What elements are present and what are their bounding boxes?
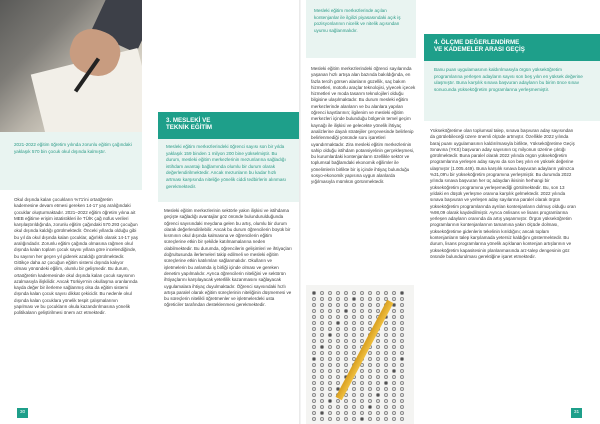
answer-bubble [384,369,388,373]
answer-bubble [400,417,404,421]
answer-bubble [336,291,340,295]
answer-bubble [344,327,348,331]
answer-bubble [368,405,372,409]
answer-bubble [400,369,404,373]
answer-bubble [392,381,396,385]
answer-bubble [344,417,348,421]
left-section-title: TEKNİK EĞİTİM [166,124,213,132]
answer-bubble [352,351,356,355]
answer-bubble [376,339,380,343]
answer-bubble [328,357,332,361]
answer-bubble [336,351,340,355]
answer-bubble [392,357,396,361]
left-callout [0,132,142,190]
answer-bubble [312,393,316,397]
answer-bubble [328,417,332,421]
answer-bubble [384,417,388,421]
answer-bubble [344,321,348,325]
answer-bubble [336,297,340,301]
answer-bubble [392,327,396,331]
answer-bubble [360,297,364,301]
answer-bubble [384,351,388,355]
answer-bubble [384,339,388,343]
answer-bubble [368,315,372,319]
answer-bubble [312,417,316,421]
answer-bubble [368,321,372,325]
answer-bubble [320,399,324,403]
answer-bubble [352,333,356,337]
answer-bubble [352,291,356,295]
answer-bubble [376,375,380,379]
answer-bubble [400,345,404,349]
answer-bubble [328,381,332,385]
answer-bubble [360,399,364,403]
answer-bubble [352,303,356,307]
answer-bubble [352,405,356,409]
left-callout-text: 2021-2022 eğitim öğretim yılında zorunlu eğitim çağındaki yaklaşık 570 bin çocuk okul dışında kalmıştır. [14,142,132,154]
answer-bubble [320,345,324,349]
answer-bubble [384,291,388,295]
answer-bubble [376,297,380,301]
answer-bubble [360,393,364,397]
answer-bubble [368,291,372,295]
answer-bubble [336,321,340,325]
answer-bubble [344,291,348,295]
answer-bubble [376,363,380,367]
answer-bubble [320,327,324,331]
answer-bubble [344,345,348,349]
answer-bubble [392,351,396,355]
answer-bubble [368,363,372,367]
answer-bubble [328,363,332,367]
answer-bubble [400,291,404,295]
answer-bubble [400,375,404,379]
answer-bubble [352,399,356,403]
answer-bubble [336,333,340,337]
answer-bubble [344,405,348,409]
answer-bubble [320,351,324,355]
answer-bubble [352,411,356,415]
answer-bubble [336,375,340,379]
answer-bubble [368,393,372,397]
answer-bubble [360,291,364,295]
answer-bubble [336,405,340,409]
answer-bubble [400,351,404,355]
right-callout-2 [424,61,600,121]
answer-bubble [320,315,324,319]
answer-bubble [328,399,332,403]
answer-bubble [328,351,332,355]
answer-bubble [368,351,372,355]
left-callout-2-text: Mesleki eğitim merkezlerindeki öğrenci sayısı son bir yılda yaklaşık 159 binden 1 milyon 200 bine yükselmiştir. Bu durum, mesleki eğitim merkezlerinin mezunlarına sağladığı istihdam avantajı bağlamında olumlu bir durum olarak değerlendirilmektedir. Ancak mezunların bu kadar hızlı artması karşısında niteliğe yönelik ciddi tedbirlerin alınması gerekmektedir. [166,144,287,189]
answer-bubble [368,303,372,307]
answer-bubble [336,411,340,415]
answer-bubble [352,345,356,349]
answer-bubble [328,375,332,379]
answer-bubble [360,303,364,307]
answer-bubble [360,369,364,373]
answer-bubble [392,315,396,319]
answer-bubble [352,321,356,325]
answer-bubble [320,321,324,325]
answer-bubble [360,309,364,313]
answer-bubble [344,411,348,415]
answer-bubble [352,417,356,421]
answer-bubble [400,339,404,343]
answer-bubble [312,387,316,391]
answer-bubble [312,321,316,325]
answer-bubble [400,405,404,409]
answer-bubble [344,297,348,301]
answer-bubble [392,411,396,415]
answer-bubble [312,399,316,403]
right-section-heading [424,34,600,61]
answer-bubble [312,369,316,373]
answer-bubble [336,315,340,319]
answer-bubble [360,321,364,325]
answer-bubble [336,369,340,373]
answer-bubble [344,339,348,343]
answer-bubble [320,303,324,307]
right-section-title: VE KADEMELER ARASI GEÇİŞ [434,46,525,54]
answer-bubble [392,339,396,343]
answer-bubble [328,291,332,295]
answer-bubble [368,411,372,415]
answer-bubble [352,327,356,331]
answer-bubble [336,339,340,343]
answer-bubble [384,393,388,397]
answer-bubble [384,363,388,367]
answer-bubble [328,327,332,331]
answer-bubble [376,399,380,403]
answer-bubble [328,369,332,373]
answer-bubble [368,375,372,379]
answer-bubble [400,309,404,313]
answer-bubble [360,327,364,331]
answer-bubble [312,357,316,361]
answer-bubble [320,417,324,421]
answer-bubble [352,315,356,319]
answer-bubble [344,363,348,367]
answer-bubble [320,387,324,391]
answer-bubble [368,309,372,313]
answer-bubble [336,381,340,385]
answer-bubble [312,351,316,355]
left-page-number: 30 [17,408,28,418]
answer-bubble [384,345,388,349]
answer-bubble [400,363,404,367]
answer-bubble [320,405,324,409]
answer-bubble [312,291,316,295]
answer-bubble [384,411,388,415]
answer-bubble [384,387,388,391]
answer-bubble [384,321,388,325]
answer-bubble [320,291,324,295]
answer-bubble [368,381,372,385]
answer-bubble [376,387,380,391]
answer-bubble [320,309,324,313]
answer-bubble [344,303,348,307]
left-body-col1 [14,197,138,412]
student-writing-photo [0,0,142,132]
answer-bubble [336,327,340,331]
answer-bubble [328,297,332,301]
answer-bubble [400,315,404,319]
answer-bubble [400,381,404,385]
right-body-col2-text: Yükseköğretime olan toplumsal talep, sınava başvuran aday sayısından da görülebileceği üzere önemli ölçüde artmıştır. Özellikle 2022 yılında baraj puanı uygulamasının kaldırılmasıyla birlikte, Yükseköğretime Geçiş Sınavına (YKS) başvuran aday sayısının üç milyonun üzerine çıktığı görülmektedir. Buna paralel olarak 2022 yılında örgün yükseköğretim programlarına yerleşen aday sayısı da son beş yılın en yüksek değerine ulaşmıştır (1.005.449). Buna karşılık sınava başvuran adayların yalnızca %31,09'u bir yükseköğretim programına yerleşmiştir. Bu durumda 2022 yılında sınava başvuran her üç adaydan ikisinin herhangi bir yükseköğretim programına yerleşemediği görülmektedir. Bu, son 13 yıldaki en düşük yerleşme oranına karşılık gelmektedir. 2022 yılında sınava başvuran ve yerleşen aday sayılarına paralel olarak örgün yükseköğretim programlarında ayrılan kontenjanların dolmuş olduğu oran %98,09 olarak kaydedilmiştir. Ayrıca önlisans ve lisans programlarına yerleşen adayların oranında da artış yaşanmıştır. Örgün yükseköğretim programlarının kontenjanlarının tamamına yakın ölçüde dolması, yükseköğretime gidenlerin tekelinin kırıldığını; ancak toplam kontenjanların talep karşılamada yetersiz kaldığını göstermektedir. Bu durum, lisans programlarına yönelik açıklanan kontenjan artışlarının ve yükseköğretim kapasitesinin planlanmasında arz-talep dengesinin göz önünde bulundurulması gerektiğine işaret etmektedir. [430,128,576,259]
answer-bubble [360,405,364,409]
answer-bubble [376,405,380,409]
answer-bubble [320,339,324,343]
answer-bubble [392,309,396,313]
page-gutter [299,0,301,424]
answer-bubble [328,387,332,391]
answer-bubble [336,363,340,367]
answer-bubble [352,297,356,301]
answer-bubble [400,321,404,325]
answer-bubble [400,357,404,361]
answer-bubble [336,345,340,349]
answer-bubble [392,387,396,391]
answer-bubble [312,339,316,343]
answer-bubble [392,363,396,367]
answer-bubble [328,345,332,349]
answer-bubble [328,309,332,313]
answer-bubble [336,399,340,403]
answer-bubble [360,417,364,421]
answer-bubble [344,399,348,403]
answer-bubble [376,393,380,397]
answer-bubble [328,393,332,397]
answer-bubble [320,393,324,397]
answer-bubble [384,333,388,337]
answer-bubble [376,381,380,385]
right-body-col2 [430,128,578,420]
answer-bubble [392,333,396,337]
left-callout-2 [158,139,300,202]
answer-bubble [392,375,396,379]
answer-bubble [312,333,316,337]
answer-bubble [320,363,324,367]
answer-bubble [328,339,332,343]
right-callout-top-text: Mesleki eğitim merkezlerinde açılan kontenjanlar ile ilgilizi piyasasındaki açık iş pozisyonlarının nicelik ve nitelik açısından uyumu sağlanmalıdır. [314,8,401,33]
answer-bubble [352,309,356,313]
answer-bubble [376,411,380,415]
answer-bubble [400,333,404,337]
answer-bubble [400,393,404,397]
answer-bubble [368,387,372,391]
answer-bubble [360,333,364,337]
answer-bubble [336,357,340,361]
answer-bubble [328,315,332,319]
answer-bubble [320,333,324,337]
answer-bubble [344,351,348,355]
answer-bubble [368,357,372,361]
answer-bubble [328,405,332,409]
answer-bubble [376,291,380,295]
answer-bubble [392,369,396,373]
answer-bubble [312,297,316,301]
answer-bubble [384,357,388,361]
answer-bubble [312,363,316,367]
answer-bubble [400,399,404,403]
answer-bubble [368,369,372,373]
answer-bubble [360,411,364,415]
answer-bubble [336,309,340,313]
answer-bubble [392,405,396,409]
answer-bubble [336,303,340,307]
answer-bubble [352,381,356,385]
answer-bubble [384,405,388,409]
answer-bubble [384,381,388,385]
left-body-col2-text: Mesleki eğitim merkezlerinin sektörle yakın ilişkisi ve istihdama geçişte sağladığı avantajlar göz önünde bulundurulduğunda öğrenci sayısındaki meydana gelen bu artış, olumlu bir durum olarak değerlendirilebilir. Ancak bu durum öğrencilerin büyük bir kısmının okul dışında kalmasına ve öğrencilerin eğitim süreçlerine etkin bir şekilde katılmamalarına neden olabilmektedir. Bu durumda, öğrencilerin gelişimleri ve ihtiyaçları doğrultusunda ilerlemeleri takip edilmeli ve mesleki eğitim süreçlerine etkin katılımları sağlanmalıdır. Okulların ve işletmelerin bu anlamda iş birliği içinde olması ve gereken denetim yapılmalıdır. Ayrıca öğrencilerin niteliğini ve sektörün ihtiyaçlarını karşılayacak yeterlilik kazanmasını sağlayacak uygulamalara ihtiyaç duyulmaktadır. Öğrenci sayısındaki hızlı artışa paralel olarak eğitim süreçlerinin niteliğinin düşmemesi ve bu süreçlerin nitelikli öğretmenler ve işletmelerdeki usta öğreticiler tarafından desteklenmesi gerekmektedir. [164,208,292,308]
answer-bubble [352,339,356,343]
answer-bubble [392,345,396,349]
answer-bubble [312,303,316,307]
answer-bubble [328,333,332,337]
answer-bubble [352,387,356,391]
answer-bubble [328,411,332,415]
answer-bubble [312,315,316,319]
answer-bubble [320,357,324,361]
answer-bubble [360,375,364,379]
answer-bubble [376,303,380,307]
answer-bubble [400,327,404,331]
answer-bubble [384,327,388,331]
answer-bubble [320,369,324,373]
right-section-number: 4. ÖLÇME DEĞERLENDİRME [434,39,520,46]
answer-bubble [360,381,364,385]
answer-bubble [344,315,348,319]
answer-bubble [312,345,316,349]
answer-bubble [384,399,388,403]
answer-bubble [392,399,396,403]
answer-bubble [376,357,380,361]
answer-bubble [376,369,380,373]
right-body-col1 [311,66,419,282]
answer-bubble [344,333,348,337]
answer-bubble [368,297,372,301]
answer-bubble [320,375,324,379]
answer-bubble [368,399,372,403]
answer-bubble [312,381,316,385]
left-section-heading [158,112,300,139]
answer-bubble [368,417,372,421]
answer-bubble [376,417,380,421]
answer-bubble [400,303,404,307]
answer-bubble [360,387,364,391]
answer-bubble [376,345,380,349]
answer-bubble [400,297,404,301]
answer-bubble [328,321,332,325]
answer-bubble [320,381,324,385]
answer-bubble [392,393,396,397]
answer-bubble [344,309,348,313]
right-callout-top [306,0,416,58]
answer-bubble [352,393,356,397]
right-page-number: 31 [571,408,582,418]
answer-bubble [336,417,340,421]
left-body-col2 [164,208,294,420]
answer-bubble [360,315,364,319]
answer-bubble [312,405,316,409]
answer-bubble [320,411,324,415]
left-section-number: 3. MESLEKİ VE [166,117,211,124]
answer-bubble [344,357,348,361]
answer-bubble [312,375,316,379]
right-callout-2-text: Banu puan uygulamasının kaldırılmasıyla örgün yükseköğretim programlarına yerleşen adayların sayısı son beş yılın en yüksek değerine ulaşmıştır. Buna karşılık sınava başvuran adayların bu birim önce sınav sonucunda yükseköğretim programlarına yerleşmemiştir. [434,67,583,92]
left-body-col1-text: Okul dışında kalan çocukların %71'ini ortaöğretim kademesine devam etmesi gereken 14-17 yaş aralığındaki çocuklar oluşturmaktadır. 2021–2022 eğitim öğretim yılına ait MEB eğitime erişim istatistikleri ile TÜİK çağ nüfus verileri karşılaştırıldığında, zorunlu eğitim çağındaki 570.293 çocuğun okul dışında kaldığı görülmektedir. Önceki yıllarda olduğu gibi bu yıl da okul dışında kalan çocuklar, ağırlıklı olarak 14-17 yaş aralığındadır. Zorunlu eğitim çağında olmasına rağmen okul dışında kalan toplam çocuk sayısı yıllara göre incelendiğinde, bu sayının her geçen yıl giderek azaldığı görülmektedir. Gittikçe daha az çocuğun eğitim sistemi dışında kalıyor olması yönündeki eğilim, olumlu bir gelişmedir. Bu durum, ortaöğretim kademesinde okul dışında kalan çocuk sayısının azalmasıyla ilişkilidir. Ancak Türkiye’nin okullaşma oranlarında kayda değer bir ilerleme sağlanmış olsa da eğitim sistemi dışında kalan çocuk sayısı dikkat çekicidir. Bu nedenle okul dışında kalan çocuklara yönelik tespit çalışmalarının yapılması ve bu çocukların okula kazandırılmasına yönelik politikaların geliştirilmesi önem arz etmektedir. [14,197,138,316]
answer-bubble [312,309,316,313]
answer-bubble [312,411,316,415]
answer-bubble [392,291,396,295]
answer-bubble [312,327,316,331]
answer-bubble [392,297,396,301]
answer-bubble [320,297,324,301]
answer-bubble [392,321,396,325]
answer-bubble [376,351,380,355]
right-body-col1-text: Mesleki eğitim merkezlerindeki öğrenci sayılarında yaşanan hızlı artışa alan bazında bakıldığında, en fazla tercih görsen alanların güzellik, saç bakım hizmetleri, motorlu araçlar teknolojisi, yiyecek içecek hizmetleri ve moda tasarım teknolojileri olduğu bilgisine ulaşılmaktadır. Bu durum mesleki eğitim merkezlerinde alanların ve bu alanlara yapılan öğrenci kayıtlarının; ilgilenim ve mesleki eğitim merkezleri içinde bulunduğu bölgenin temel geçim kaynağı ile ilişkisi ve gelecekte yönelik ihtiyaç analizlerine dayalı stratejiler çerçevesinde belirlenip belirlenmediği yönünde soru işaretleri uyandırmaktadır. Zira mesleki eğitim merkezlerinin sahip olduğu istihdam potansiyelinin gerçekleşmesi, bu kurumlardaki kontenjanların özellikle sektör ve toplumsal bağlamdaki ekonomik eğilimler ile yönelimlerin birlikte bir iş içinde ihtiyaç bulunduğu sosyo-ekonomik yapısına uygun alanlarda yığılmasıyla mümkün görünmektedir. [311,66,416,185]
answer-bubble [392,417,396,421]
answer-bubble [384,375,388,379]
answer-bubble [400,411,404,415]
answer-bubble [328,303,332,307]
exam-answer-sheet-photo [306,285,414,424]
answer-bubble [400,387,404,391]
